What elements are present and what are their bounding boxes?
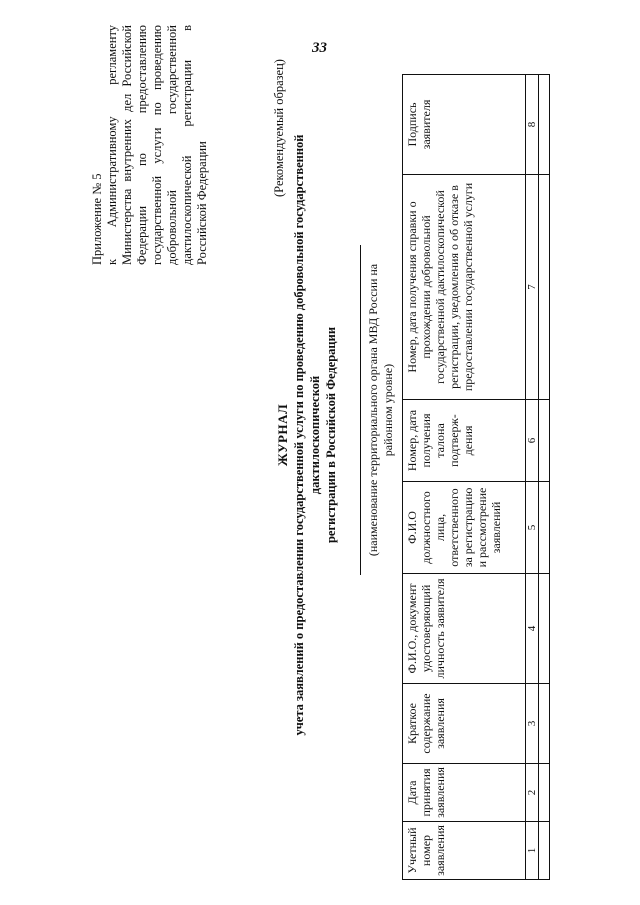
header-applicant-identity: Ф.И.О., документ удостоверяющий личность заявителя — [403, 574, 526, 684]
empty-cell — [539, 75, 550, 175]
column-number: 3 — [526, 684, 539, 764]
empty-cell — [539, 175, 550, 400]
header-responsible-official: Ф.И.О должностного лица, ответственного за регистрацию и рассмотрение заявлений — [403, 482, 526, 574]
header-acceptance-date: Дата принятия заявления — [403, 764, 526, 822]
column-number: 1 — [526, 822, 539, 880]
appendix-body: к Административному регламенту Министерства внутренних дел Российской Федерации по предоставлению государственной услуги по проведению добровольной государственной дактилоскопической регистрации в Российской Федерации — [105, 25, 209, 265]
appendix-title: Приложение № 5 — [90, 173, 104, 265]
column-number: 7 — [526, 175, 539, 400]
journal-table — [402, 74, 550, 880]
empty-cell — [539, 822, 550, 880]
org-caption: (наименование территориального органа МВД России на районном уровне) — [366, 263, 395, 557]
table-header-row — [403, 75, 526, 880]
journal-title: ЖУРНАЛ — [275, 403, 290, 467]
column-number: 8 — [526, 75, 539, 175]
empty-cell — [539, 764, 550, 822]
sample-note: (Рекомендуемый образец) — [272, 59, 286, 197]
appendix-block — [90, 25, 210, 265]
table-empty-row — [539, 75, 550, 880]
page-number: 33 — [312, 40, 327, 56]
header-applicant-signature: Подпись заявителя — [403, 75, 526, 175]
journal-title-block — [275, 115, 339, 755]
journal-subtitle-line-1: учета заявлений о предоставлении государственной услуги по проведению добровольной государственной дактилоскопической — [292, 134, 322, 736]
header-record-number: Учетный номер заявления — [403, 822, 526, 880]
header-confirmation-coupon: Номер, дата получения талона подтверж-дения — [403, 400, 526, 482]
column-number: 5 — [526, 482, 539, 574]
table-number-row — [526, 75, 539, 880]
journal-subtitle-line-2: регистрации в Российской Федерации — [324, 326, 338, 544]
empty-cell — [539, 482, 550, 574]
empty-cell — [539, 684, 550, 764]
empty-cell — [539, 574, 550, 684]
header-certificate-or-refusal: Номер, дата получения справки о прохождении добровольной государственной дактилоскопической регистрации, уведомления о об отказе в предоставлении государственной услуги — [403, 175, 526, 400]
org-name-blank-line — [360, 245, 361, 575]
column-number: 2 — [526, 764, 539, 822]
empty-cell — [539, 400, 550, 482]
column-number: 6 — [526, 400, 539, 482]
header-summary: Краткое содержание заявления — [403, 684, 526, 764]
column-number: 4 — [526, 574, 539, 684]
